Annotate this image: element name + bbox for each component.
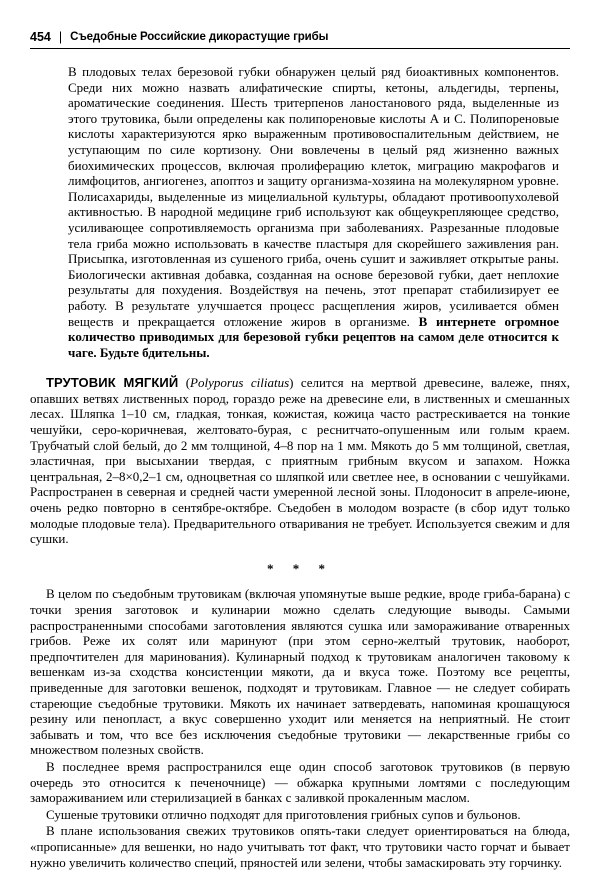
- page-content: [30, 63, 570, 870]
- boxed-note-warning: В интернете огромное количество приводимых для березовой губки рецептов на самом деле относится к чаге. Будьте бдительны.: [68, 313, 559, 360]
- species-title: ТРУТОВИК МЯГКИЙ: [46, 375, 179, 391]
- paragraph: Сушеные трутовики отлично подходят для приготовления грибных супов и бульонов.: [46, 806, 521, 822]
- running-header: [30, 26, 570, 49]
- paragraph: В плане использования свежих трутовиков опять-таки следует ориентироваться на блюда, «прописанные» для вешенки, но надо учитывать тот факт, что трутовики часто горчат и бывает нужно увеличить количество специй, пряностей или зелени, чтобы замаскировать эту горчинку.: [30, 823, 570, 870]
- paragraph: В целом по съедобным трутовикам (включая упомянутые выше редкие, вроде гриба-барана) с точки зрения заготовок и кулинарии можно сделать следующие выводы. Самыми распространенными способами заготовления являются сушка или замораживание отваренных грибов. Реже их солят или маринуют (при этом серно-желтый трутовик, наоборот, предпочтителен для маринования). Кулинарный подход к трутовикам аналогичен таковому к вешенкам из-за сходства консистенции мякоти, да и вкуса тоже. Поэтому все рецепты, приведенные для заготовки вешенок, подходят и трутовикам. Главное — не следует собирать стареющие съедобные трутовики. Мякоть их начинает затвердевать, напоминая крошащуюся резину или пенопласт, а вкус совершенно уходит или меняется на неприятный. Не стоит забывать и том, что все без исключения съедобные трутовики — лекарственные грибы со множеством полезных свойств.: [30, 586, 570, 758]
- latin-open-paren: (: [185, 375, 191, 391]
- boxed-note: [68, 63, 559, 362]
- boxed-note-text: В плодовых телах березовой губки обнаружен целый ряд биоактивных компонентов. Среди них можно назвать алифатические спирты, кетоны, альдегиды, терпены, ароматические соединения. Шесть тритерпенов ланостанового ряда, выделенные из этого трутовика, были определены как полипореновые кислоты А и С. Полипореновые кислоты характеризуются ярко выраженным противовоспалительным действием, не уступающим по силе кортизону. Они вовлечены в целый ряд жизненно важных биохимических процессов, включая пролиферацию клеток, миграцию макрофагов и лимфоцитов, ангиогенез, апоптоз и защиту организма-хозяина на молекулярном уровне. Полисахариды, выделенные из мицелиальной культуры, обладают противоопухолевой активностью. В народной медицине гриб используют как общеукрепляющее средство, усиливающее сопротивляемость организма при заболеваниях. Разрезанные плодовые тела гриба можно использовать в качестве пластыря для скорейшего заживления ран. Присыпка, изготовленная из сушеного гриба, очень сушит и заживляет открытые раны. Биологически активная добавка, созданная на основе березовой губки, дает неплохие результаты для похудения. Воздействуя на печень, этот препарат стабилизирует ее работу. В результате улучшается процесс расщепления жиров, усиливается обмен веществ и прекращается отложение жиров в организме.: [68, 64, 559, 329]
- paragraph: В последнее время распространился еще один способ заготовок трутовиков (в первую очередь это относится к печеночнице) — обжарка крупными ломтями с последующим замораживанием или стерилизацией в банках с заливкой прокаленным маслом.: [30, 758, 570, 806]
- latin-close-paren: ): [289, 375, 294, 391]
- book-title: Съедобные Российские дикорастущие грибы: [70, 31, 329, 43]
- section-separator: * * *: [267, 560, 333, 576]
- header-separator: |: [58, 30, 63, 44]
- latin-name: Polyporus ciliatus: [190, 375, 290, 391]
- page-number: 454: [30, 30, 51, 44]
- species-entry: [30, 375, 570, 547]
- species-description: селится на мертвой древесине, валеже, пнях, опавших ветвях лиственных пород, гораздо реже на древесине ели, в лиственных и смешанных лесах. Шляпка 1–10 см, гладкая, тонкая, кожистая, кожица часто растрескивается на тонкие чешуйки, серо-коричневая, желтовато-бурая, с реснитчато-опушенным или голым краем. Трубчатый слой белый, до 2 мм толщиной, 4–8 пор на 1 мм. Мякоть до 5 мм толщиной, светлая, эластичная, при высыхании твердая, с приятным грибным вкусом и запахом. Ножка центральная, 2–8×0,2–1 см, одноцветная со шляпкой или светлее нее, в основании с чешуйками. Распространен в северная и средней части умеренной лесной зоны. Плодоносит в апреле-июне, очень редко повторно в сентябре-октябре. Съедобен в молодом возрасте (в сбор идут только молодые плодовые тела). Предварительного отваривания не требует. Используется свежим и для сушки.: [30, 375, 571, 547]
